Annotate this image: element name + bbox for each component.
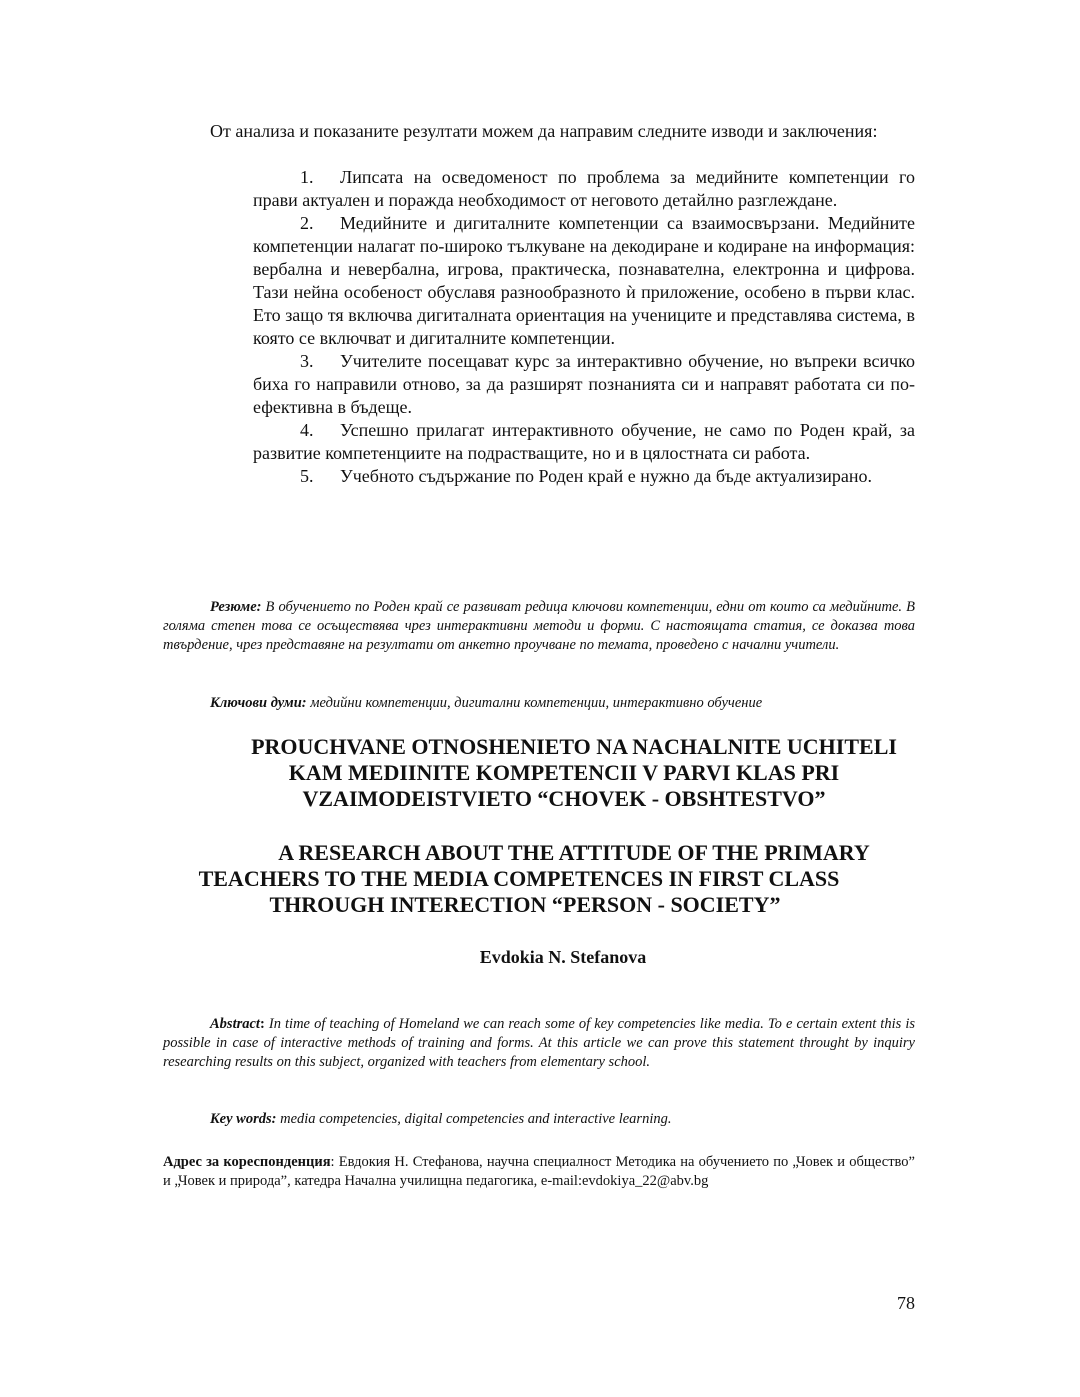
summary-bg [163,598,915,655]
abstract-text: In time of teaching of Homeland we can reach some of key competencies like media. To e certain extent this is possible in case of interactive methods of training and forms. At this article we can prove this statement throught by inquiry researching results on this subject, organized with teachers from elementary school. [163,1016,915,1070]
list-text: Медийните и дигиталните компетенции са взаимосвързани. Медийните компетенции налагат по-широко тълкуване на декодиране и кодиране на информация: вербална и невербална, игрова, практическа, познавателна, електронна и цифрова. Тази нейна особеност обуславя разнообразното ѝ приложение, особено в първи клас. Ето защо тя включва дигиталната ориентация на учениците и представлява система, в която се включват и дигиталните компетенции. [253,213,915,348]
abstract-colon: : [259,1016,265,1032]
title-english [163,840,915,918]
list-text: Липсата на осведоменост по проблема за медийните компетенции го прави актуален и поражда необходимост от неговото детайлно разглеждане. [253,167,915,210]
keywords-bg [163,694,915,713]
abstract-label: Abstract [210,1016,260,1032]
correspondence-address [163,1153,915,1191]
list-number: 1. [300,167,314,187]
address-text: : Евдокия Н. Стефанова, научна специалност Методика на обучението по „Човек и общество” и „Човек и природа”, катедра Начална училищна педагогика, e-mail:evdokiya_22@abv.bg [163,1154,915,1189]
title-transliterated [163,734,915,812]
title-line: PROUCHVANE OTNOSHENIETO NA NACHALNITE UCHITELI [251,734,897,759]
list-text: Учителите посещават курс за интерактивно обучение, но въпреки всичко биха го направили отново, за да разширят познанията си и направят работата си по-ефективна в бъдеще. [253,351,915,417]
list-number: 3. [300,351,314,371]
intro-paragraph: От анализа и показаните резултати можем да направим следните изводи и заключения: [210,121,878,141]
list-number: 2. [300,213,314,233]
list-item [253,212,915,350]
list-number: 5. [300,466,314,486]
list-item [253,166,915,212]
summary-text: В обучението по Роден край се развиват редица ключови компетенции, едни от които са медийните. В голяма степен това се осъществява чрез интерактивни методи и форми. С настоящата статия, се доказва това твърдение, чрез представяне на резултати от анкетно проучване по темата, проведено с начални учители. [163,599,915,653]
list-item [253,419,915,465]
list-item [253,350,915,419]
keywords-bg-label: Ключови думи: [210,695,307,711]
keywords-en [163,1110,915,1129]
title-line: THROUGH INTERECTION “PERSON - SOCIETY” [269,892,781,917]
keywords-bg-text: медийни компетенции, дигитални компетенции, интерактивно обучение [310,695,763,711]
summary-label: Резюме: [210,599,262,615]
keywords-en-label: Key words: [210,1111,277,1127]
list-text: Успешно прилагат интерактивното обучение, не само по Роден край, за развитие компетенциите на подрастващите, но и в цялостната си работа. [253,420,915,463]
title-line: KAM MEDIINITE KOMPETENCII V PARVI KLAS PRI [288,760,840,785]
conclusions-list [253,166,915,488]
author-name: Evdokia N. Stefanova [479,947,647,967]
list-text: Учебното съдържание по Роден край е нужно да бъде актуализирано. [340,466,873,486]
title-line: VZAIMODEISTVIETO “CHOVEK - OBSHTESTVO” [302,786,826,811]
title-line: A RESEARCH ABOUT THE ATTITUDE OF THE PRIMARY [278,840,870,865]
keywords-en-text: media competencies, digital competencies and interactive learning. [280,1111,672,1127]
page-number: 78 [897,1293,915,1313]
title-line: TEACHERS TO THE MEDIA COMPETENCES IN FIRST CLASS [198,866,840,891]
list-number: 4. [300,420,314,440]
list-item [253,465,915,488]
abstract-en [163,1015,915,1072]
address-label: Адрес за кореспонденция [163,1154,331,1170]
